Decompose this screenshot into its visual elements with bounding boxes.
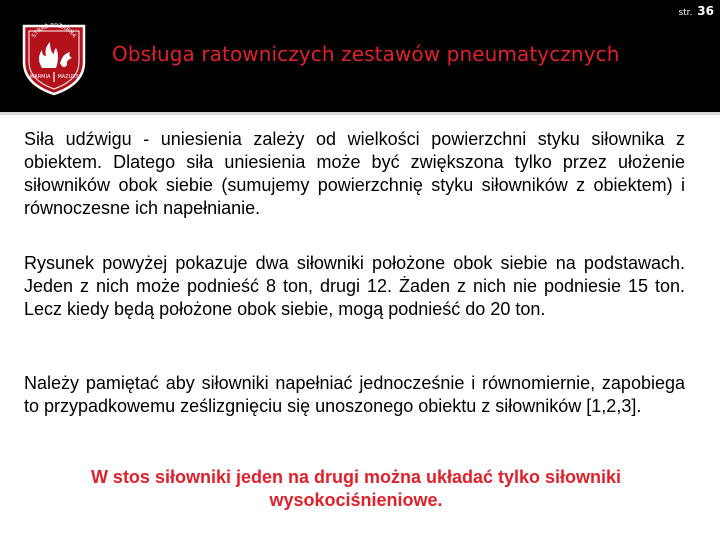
- paragraph-figure-description: Rysunek powyżej pokazuje dwa siłowniki położone obok siebie na podstawach. Jeden z nich może podnieść 8 ton, drugi 12. Żaden z nich nie podniesie 15 ton. Lecz kiedy będą położone obok siebie, mogą podnieść do 20 ton.: [24, 253, 685, 319]
- paragraph-simultaneous-inflation: Należy pamiętać aby siłowniki napełniać jednocześnie i równomiernie, zapobiega to przypadkowemu ześlizgnięciu się unoszonego obiektu z siłowników [1,2,3].: [24, 373, 685, 416]
- page-number: [678, 4, 714, 18]
- slide-title: Obsługa ratowniczych zestawów pneumatycznych: [112, 42, 620, 66]
- warning-note: W stos siłowniki jeden na drugi można układać tylko siłowniki wysokociśnieniowe.: [90, 467, 622, 510]
- logo-top-text: STRAŻ POŻARNA: [31, 22, 77, 40]
- page-label: str.: [678, 8, 693, 18]
- header-divider: [0, 112, 720, 115]
- page-number-value: 36: [697, 4, 714, 18]
- logo-right-text: MAZURY: [57, 74, 79, 80]
- logo-left-text: WARMIA: [29, 74, 51, 80]
- slide-header: [0, 0, 720, 112]
- paragraph-lifting-force: Siła udźwigu - uniesienia zależy od wielkości powierzchni styku siłownika z obiektem. Dlatego siła uniesienia może być zwiększona tylko przez ułożenie siłowników obok siebie (sumujemy powierzchnię styku siłowników z obiektem) i równoczesne ich napełnianie.: [24, 129, 685, 218]
- fire-brigade-logo: [20, 20, 88, 96]
